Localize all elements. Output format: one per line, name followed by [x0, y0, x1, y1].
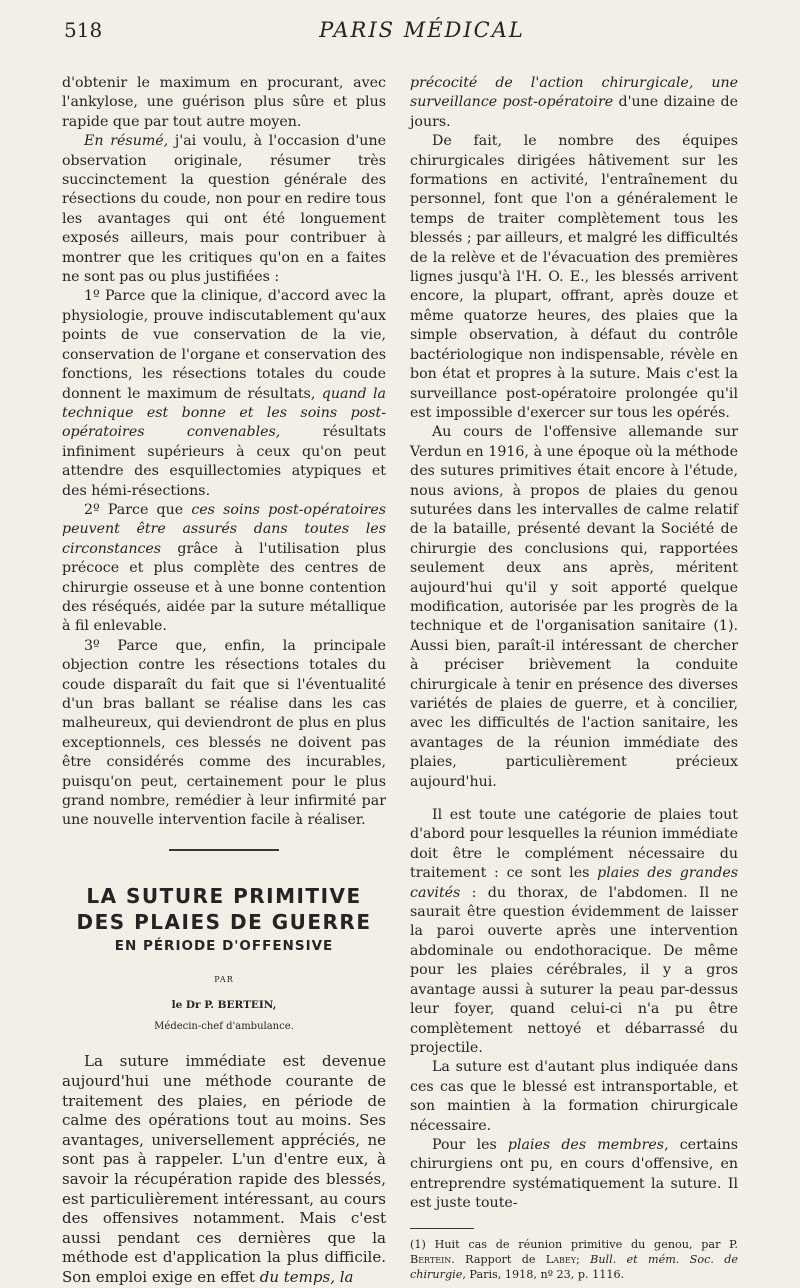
paragraph-text: , certains chirurgiens ont pu, en cours d'offensive, en entreprendre systématiquement la suture. Il est juste toute-: [410, 1136, 738, 1212]
paragraph-text: Il est toute une catégorie de plaies tout d'abord pour lesquelles la réunion immédiate doit être le complément nécessaire du traitement : ce sont les: [410, 807, 738, 882]
paragraph: [62, 132, 386, 287]
footnote: [410, 1237, 738, 1282]
right-column: [410, 74, 738, 1282]
footnote-journal: Bull. et mém. Soc. de chirurgie: [410, 1252, 738, 1281]
article-title-line: LA SUTURE PRIMITIVE: [86, 883, 362, 908]
emphasis-text: quand la technique est bonne et les soins post-opératoires convenables,: [62, 385, 387, 441]
footnote-text: , Paris, 1918, nº 23, p. 1116.: [462, 1267, 625, 1281]
emphasis-text: du temps, la: [259, 1268, 354, 1286]
left-column: [62, 74, 386, 1288]
footnote-text: (1) Huit cas de réunion primitive du genou, par P.: [410, 1237, 738, 1251]
paragraph-text: Pour les: [432, 1136, 508, 1153]
byline-author: le Dr P. BERTEIN,: [171, 998, 277, 1011]
paragraph: [410, 806, 738, 1058]
page-number: 518: [64, 18, 103, 42]
emphasis-text: En résumé,: [84, 133, 169, 150]
paragraph-text: j'ai voulu, à l'occasion d'une observation originale, résumer très succinctement la question générale des résections du coude, non pour en redire tous les avantages qui ont été longuement exposés ailleurs, mais pour contribuer à montrer que les critiques qu'on en a faites ne sont pas ou plus justifiées :: [62, 133, 386, 286]
emphasis-text: plaies des membres: [507, 1136, 665, 1153]
paragraph-text: grâce à l'utilisation plus précoce et plus complète des centres de chirurgie osseuse et à une bonne contention des réséqués, aidée par la suture métallique à fil enlevable.: [62, 540, 386, 635]
footnote-author: Bertein: [410, 1252, 452, 1266]
footnote-text: . Rapport de: [451, 1252, 546, 1266]
emphasis-text: plaies des grandes cavités: [410, 865, 739, 901]
paragraph-text: 2º Parce que: [84, 501, 192, 518]
paragraph: La suture est d'autant plus indiquée dans ces cas que le blessé est intransportable, et son maintien à la formation chirurgicale nécessaire.: [410, 1059, 738, 1134]
footnote-reporter: Labey: [545, 1252, 577, 1266]
paragraph: [410, 74, 738, 132]
paragraph: 3º Parce que, enfin, la principale objection contre les résections totales du coude disparaît du fait que si l'éventualité d'un bras ballant se réalise dans les cas malheureux, qui deviendront de plus en plus exceptionnels, ces blessés ne doivent pas être considérés comme des incurables, puisqu'on peut, certainement pour le plus grand nombre, remédier à leur infirmité par une nouvelle intervention facile à réaliser.: [62, 637, 386, 829]
article-lead-paragraph: [62, 1052, 386, 1287]
paragraph-text: d'une dizaine de jours.: [410, 94, 738, 130]
footnote-divider: [410, 1228, 474, 1229]
paragraph: De fait, le nombre des équipes chirurgicales dirigées hâtivement sur les formations en activité, l'entraînement du personnel, font que l'on a généralement le temps de traiter complètement tous les blessés ; par ailleurs, et malgré les difficultés de la relève et de l'évacuation des premières lignes jusqu'à l'H. O. E., les blessés arrivent encore, la plupart, offrant, après douze et même quatorze heures, des plaies que la simple observation, à défaut du contrôle bactériologique non indispensable, révèle en bon état et propres à la suture. Mais c'est la surveillance post-opératoire prolongée qu'il est impossible d'exercer sur tous les opérés.: [410, 133, 738, 421]
paragraph: [410, 1136, 738, 1214]
paragraph: [62, 287, 386, 500]
emphasis-text: précocité de l'action chirurgicale, une surveillance post-opératoire: [410, 75, 738, 111]
running-title: PARIS MÉDICAL: [319, 18, 525, 42]
byline-par: PAR: [214, 975, 234, 985]
paragraph: Au cours de l'offensive allemande sur Verdun en 1916, à une époque où la méthode des sutures primitives était encore à l'étude, nous avions, à propos de plaies du genou suturées dans les intervalles de calme relatif de la bataille, présenté devant la Société de chirurgie des conclusions qui, rapportées seulement deux ans après, méritent aujourd'hui qu'il y soit apporté quelque modification, autorisée par les progrès de la technique et de l'organisation sanitaire (1). Aussi bien, paraît-il intéressant de chercher à préciser brièvement la conduite chirurgicale à tenir en présence des diverses variétés de plaies de guerre, et à concilier, avec les difficultés de l'action sanitaire, les avantages de la réunion immédiate des plaies, particulièrement précieux aujourd'hui.: [410, 424, 738, 790]
emphasis-text: ces soins post-opératoires peuvent être assurés dans toutes les circonstances: [62, 501, 386, 557]
article-title: [62, 883, 386, 935]
paragraph: d'obtenir le maximum en procurant, avec l'ankylose, une guérison plus sûre et plus rapide que par tout autre moyen.: [62, 75, 386, 130]
paragraph-text: résultats infiniment supérieurs à ceux qu'on peut attendre des esquillectomies atypiques et des hémi-résections.: [62, 424, 386, 499]
footnote-text: ;: [576, 1252, 591, 1266]
paragraph-text: 1º Parce que la clinique, d'accord avec la physiologie, prouve indiscutablement qu'aux points de vue conservation de la vie, conservation de l'organe et conservation des fonctions, les résections totales du coude donnent le maximum de résultats,: [62, 288, 386, 402]
article-title-line: DES PLAIES DE GUERRE: [76, 909, 372, 934]
section-divider: [169, 849, 279, 851]
page-header: [64, 8, 780, 42]
paragraph-text: La suture immédiate est devenue aujourd'hui une méthode courante de traitement des plaies, en période de calme des opérations tout au moins. Ses avantages, universellement appréciés, ne sont pas à rappeler. L'un d'entre eux, à savoir la récupération rapide des blessés, est particulièrement intéressant, au cours des offensives notamment. Mais c'est aussi pendant ces dernières que la méthode est d'application la plus difficile. Son emploi exige en effet: [62, 1052, 386, 1286]
paragraph-text: : du thorax, de l'abdomen. Il ne saurait être question évidemment de laisser la paroi ouverte après une intervention abdominale ou endothoracique. De même pour les plaies cérébrales, il y a gros avantage aussi à suturer la peau par-dessus leur foyer, quand celui-ci n'a pu être complètement nettoyé et débarrassé du projectile.: [410, 884, 738, 1056]
article-subtitle: EN PÉRIODE D'OFFENSIVE: [114, 937, 334, 954]
byline-role: Médecin-chef d'ambulance.: [154, 1021, 294, 1033]
paragraph: [62, 501, 386, 637]
